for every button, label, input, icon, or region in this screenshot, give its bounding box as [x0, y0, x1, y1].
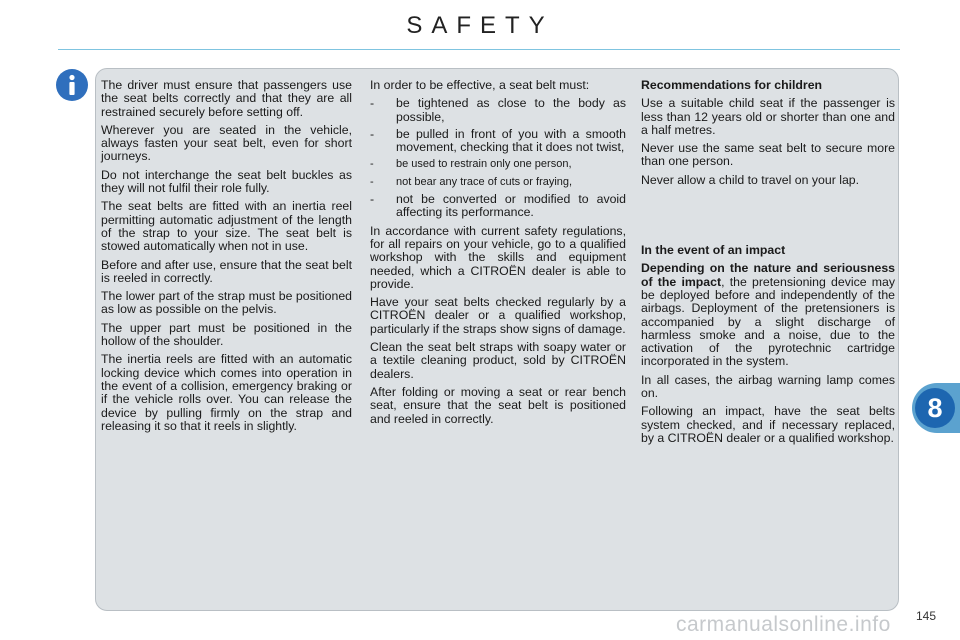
requirements-list: [370, 97, 626, 219]
chapter-tab[interactable]: [912, 383, 960, 433]
column-middle: [370, 79, 626, 431]
paragraph: Never use the same seat belt to secure more than one person.: [641, 141, 895, 169]
paragraph: The lower part of the strap must be positioned as low as possible on the pelvis.: [101, 289, 352, 317]
impact-bold-text: Depending on the nature and seriousness of the impact: [641, 261, 895, 289]
section-spacer: [641, 192, 895, 244]
paragraph: In order to be effective, a seat belt must:: [370, 78, 590, 92]
list-item: - not be converted or modified to avoid affecting its performance.: [370, 193, 626, 220]
paragraph: After folding or moving a seat or rear bench seat, ensure that the seat belt is positioned and reeled in correctly.: [370, 384, 626, 426]
paragraph: The inertia reels are fitted with an automatic locking device which comes into operation in the event of a collision, emergency braking or if the vehicle rolls over. You can release the device by pulling firmly on the strap and releasing it so that it reels in slightly.: [101, 352, 352, 433]
section-heading-children: Recommendations for children: [641, 78, 823, 92]
paragraph: Have your seat belts checked regularly by a CITROËN dealer or a qualified workshop, particularly if the straps show signs of damage.: [370, 295, 626, 336]
section-heading-impact: In the event of an impact: [641, 243, 786, 258]
paragraph: Use a suitable child seat if the passenger is less than 12 years old or shorter than one and a half metres.: [641, 96, 895, 137]
page-number: 145: [916, 609, 937, 623]
list-item: - be pulled in front of you with a smooth movement, checking that it does not twist,: [370, 128, 626, 155]
impact-text: , the pretensioning device may be deployed before and independently of the airbags. Deployment of the pretensioners is accompanied by a slight discharge of harmless smoke and a noise, due to the activation of the pyrotechnic cartridge incorporated in the system.: [641, 274, 895, 369]
paragraph: The driver must ensure that passengers use the seat belts correctly and that they are all restrained securely before setting off.: [101, 78, 352, 119]
watermark: carmanualsonline.info: [676, 613, 891, 636]
paragraph: The upper part must be positioned in the hollow of the shoulder.: [101, 320, 352, 349]
list-item: - not bear any trace of cuts or fraying,: [370, 176, 626, 189]
paragraph: [641, 262, 895, 368]
paragraph: Do not interchange the seat belt buckles as they will not fulfil their role fully.: [101, 167, 352, 196]
list-item: - be tightened as close to the body as possible,: [370, 97, 626, 124]
title-divider: [58, 49, 900, 50]
paragraph: Following an impact, have the seat belts system checked, and if necessary replaced, by a CITROËN dealer or a qualified workshop.: [641, 404, 895, 445]
paragraph: Wherever you are seated in the vehicle, always fasten your seat belt, even for short journeys.: [101, 122, 352, 164]
paragraph: The seat belts are fitted with an inertia reel permitting automatic adjustment of the length of the strap to your size. The seat belt is stowed automatically when not in use.: [101, 199, 352, 254]
chapter-number: 8: [915, 388, 955, 428]
paragraph: In accordance with current safety regulations, for all repairs on your vehicle, go to a qualified workshop with the skills and equipment needed, which a CITROËN dealer is able to provide.: [370, 223, 626, 291]
page-title: SAFETY: [406, 12, 554, 39]
column-right: [641, 79, 895, 450]
info-icon-glyph: [56, 69, 88, 101]
paragraph: Clean the seat belt straps with soapy water or a textile cleaning product, sold by CITROËN dealers.: [370, 340, 626, 381]
list-item: - be used to restrain only one person,: [370, 158, 626, 171]
paragraph: In all cases, the airbag warning lamp comes on.: [641, 372, 895, 401]
paragraph: Never allow a child to travel on your lap.: [641, 172, 860, 187]
info-icon: [56, 69, 88, 101]
column-left: [101, 79, 352, 438]
paragraph: Before and after use, ensure that the seat belt is reeled in correctly.: [101, 257, 352, 285]
